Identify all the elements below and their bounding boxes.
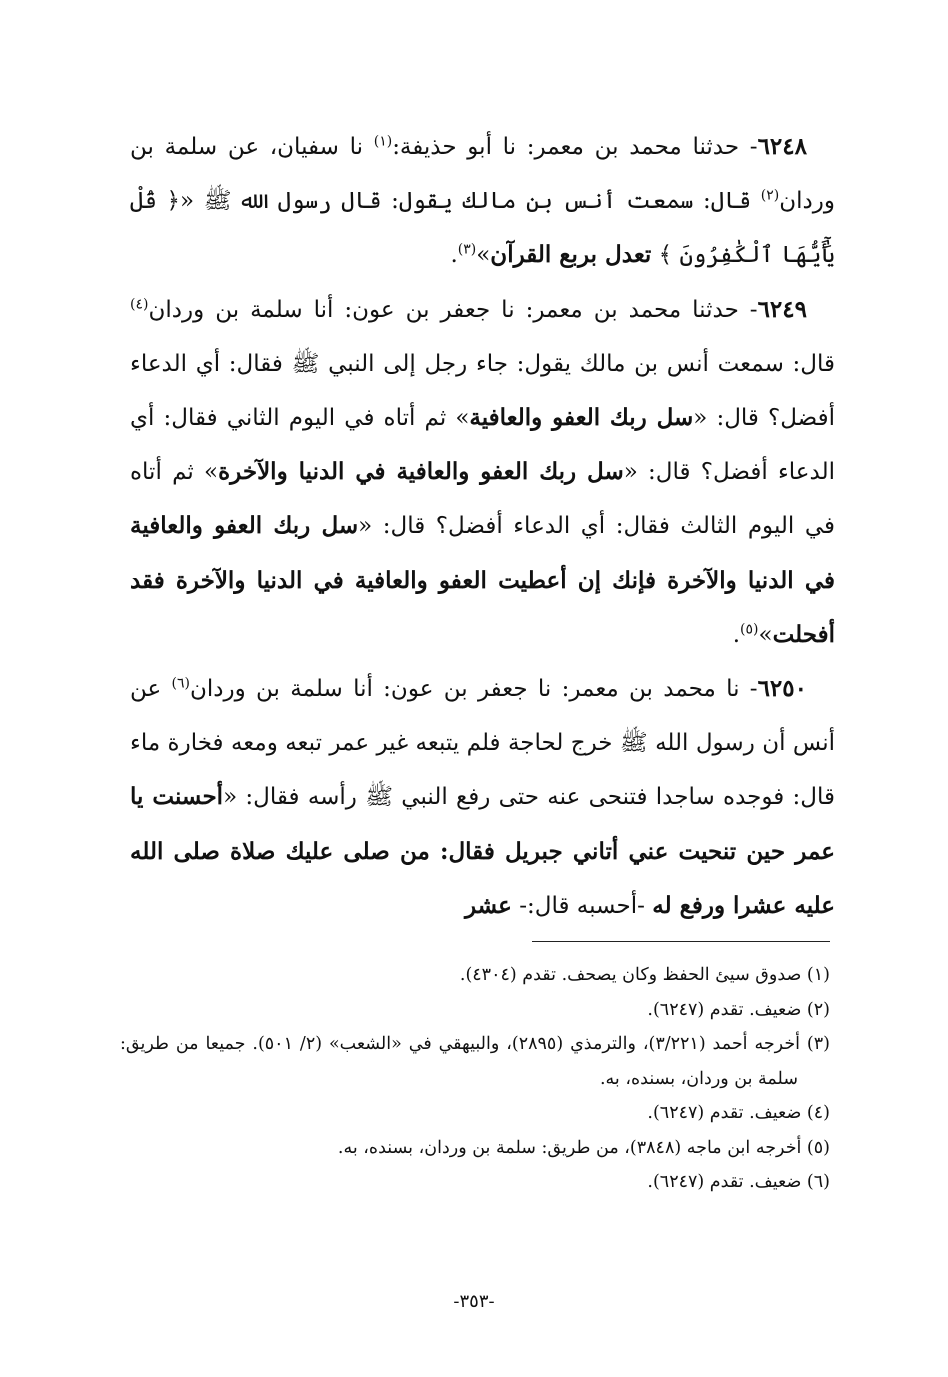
prophetic-saying: أحسنت يا عمر حين تنحيت عني أتاني جبريل فقال: من صلى عليك صلاة صلى الله عليه عشرا ورفع له [130, 783, 835, 919]
prophetic-saying: تعدل بربع القرآن [490, 241, 652, 269]
hadith-text: -أحسبه قال:- [511, 892, 653, 919]
hadith-text: » [758, 621, 773, 648]
hadith-text: قال: سمعت أنس بن مالك يقول: قال رسول الله ﷺ «﴿ قُلْ يَٰٓأَيُّهَا ٱلْكَٰفِرُونَ ﴾ [130, 188, 835, 269]
hadith-number: ٦٢٥٠ [757, 675, 807, 703]
footnote-separator [532, 941, 830, 942]
hadith-text: . [450, 242, 458, 269]
footnote-ref: (٥) [740, 621, 759, 638]
prophetic-saying: سل ربك العفو والعافية في الدنيا والآخرة فإنك إن أعطيت العفو والعافية في الدنيا والآخرة فقد أفحلت [130, 512, 835, 648]
hadith-text: قال: سمعت أنس بن مالك يقول: جاء رجل إلى النبي ﷺ فقال: أي الدعاء أفضل؟ قال: « [130, 350, 835, 432]
footnote-ref: (٤) [130, 295, 149, 312]
main-text [130, 120, 835, 933]
footnote-1: (١) صدوق سيئ الحفظ وكان يصحف. تقدم (٤٣٠٤). [459, 965, 830, 985]
footnote-3: (٣) أخرجه أحمد (٣/٢٢١)، والترمذي (٢٨٩٥)، والبيهقي في «الشعب» (٢/ ٥٠١). جميعا من طريق: سلمة بن وردان، بسنده، به. [120, 1034, 830, 1089]
hadith-text: عن أنس أن رسول الله ﷺ خرج لحاجة فلم يتبعه غير عمر تبعه ومعه فخارة ماء قال: فوجده ساجدا فتنحى عنه حتى رفع النبي ﷺ رأسه فقال: « [130, 676, 835, 811]
prophetic-saying: سل ربك العفو والعافية في الدنيا والآخرة [218, 458, 624, 486]
hadith-text: » ثم أتاه في اليوم الثاني فقال: أي الدعاء أفضل؟ قال: « [130, 405, 835, 486]
hadith-text: - حدثنا محمد بن معمر: نا أبو حذيفة: [392, 134, 758, 160]
footnotes [120, 958, 830, 1200]
footnote-ref: (٣) [457, 241, 477, 258]
hadith-6248 [130, 120, 835, 283]
prophetic-saying: عشر [464, 891, 512, 919]
hadith-text: » ثم أتاه في اليوم الثالث فقال: أي الدعاء أفضل؟ قال: « [130, 459, 835, 540]
hadith-text: - نا محمد بن معمر: نا جعفر بن عون: أنا سلمة بن وردان [190, 676, 758, 703]
prophetic-saying: سل ربك العفو والعافية [469, 404, 694, 432]
page-number: -٣٥٣- [453, 1291, 495, 1312]
footnote-6: (٦) ضعيف. تقدم (٦٢٤٧). [647, 1172, 830, 1192]
hadith-6250 [130, 662, 835, 933]
hadith-text: » [476, 242, 491, 269]
hadith-6249 [130, 283, 835, 662]
footnote-2: (٢) ضعيف. تقدم (٦٢٤٧). [647, 999, 830, 1020]
hadith-text: . [732, 621, 741, 648]
footnote-5: (٥) أخرجه ابن ماجه (٣٨٤٨)، من طريق: سلمة بن وردان، بسنده، به. [337, 1137, 830, 1158]
hadith-number: ٦٢٤٨ [757, 133, 807, 160]
footnote-4: (٤) ضعيف. تقدم (٦٢٤٧). [647, 1103, 830, 1123]
footnote-ref: (١) [373, 133, 393, 150]
footnote-ref: (٢) [760, 187, 780, 204]
footnote-ref: (٦) [171, 675, 191, 692]
hadith-text: - حدثنا محمد بن معمر: نا جعفر بن عون: أنا سلمة بن وردان [148, 296, 758, 323]
hadith-text: نا سفيان، عن سلمة بن وردان [130, 134, 835, 215]
hadith-number: ٦٢٤٩ [757, 295, 807, 323]
